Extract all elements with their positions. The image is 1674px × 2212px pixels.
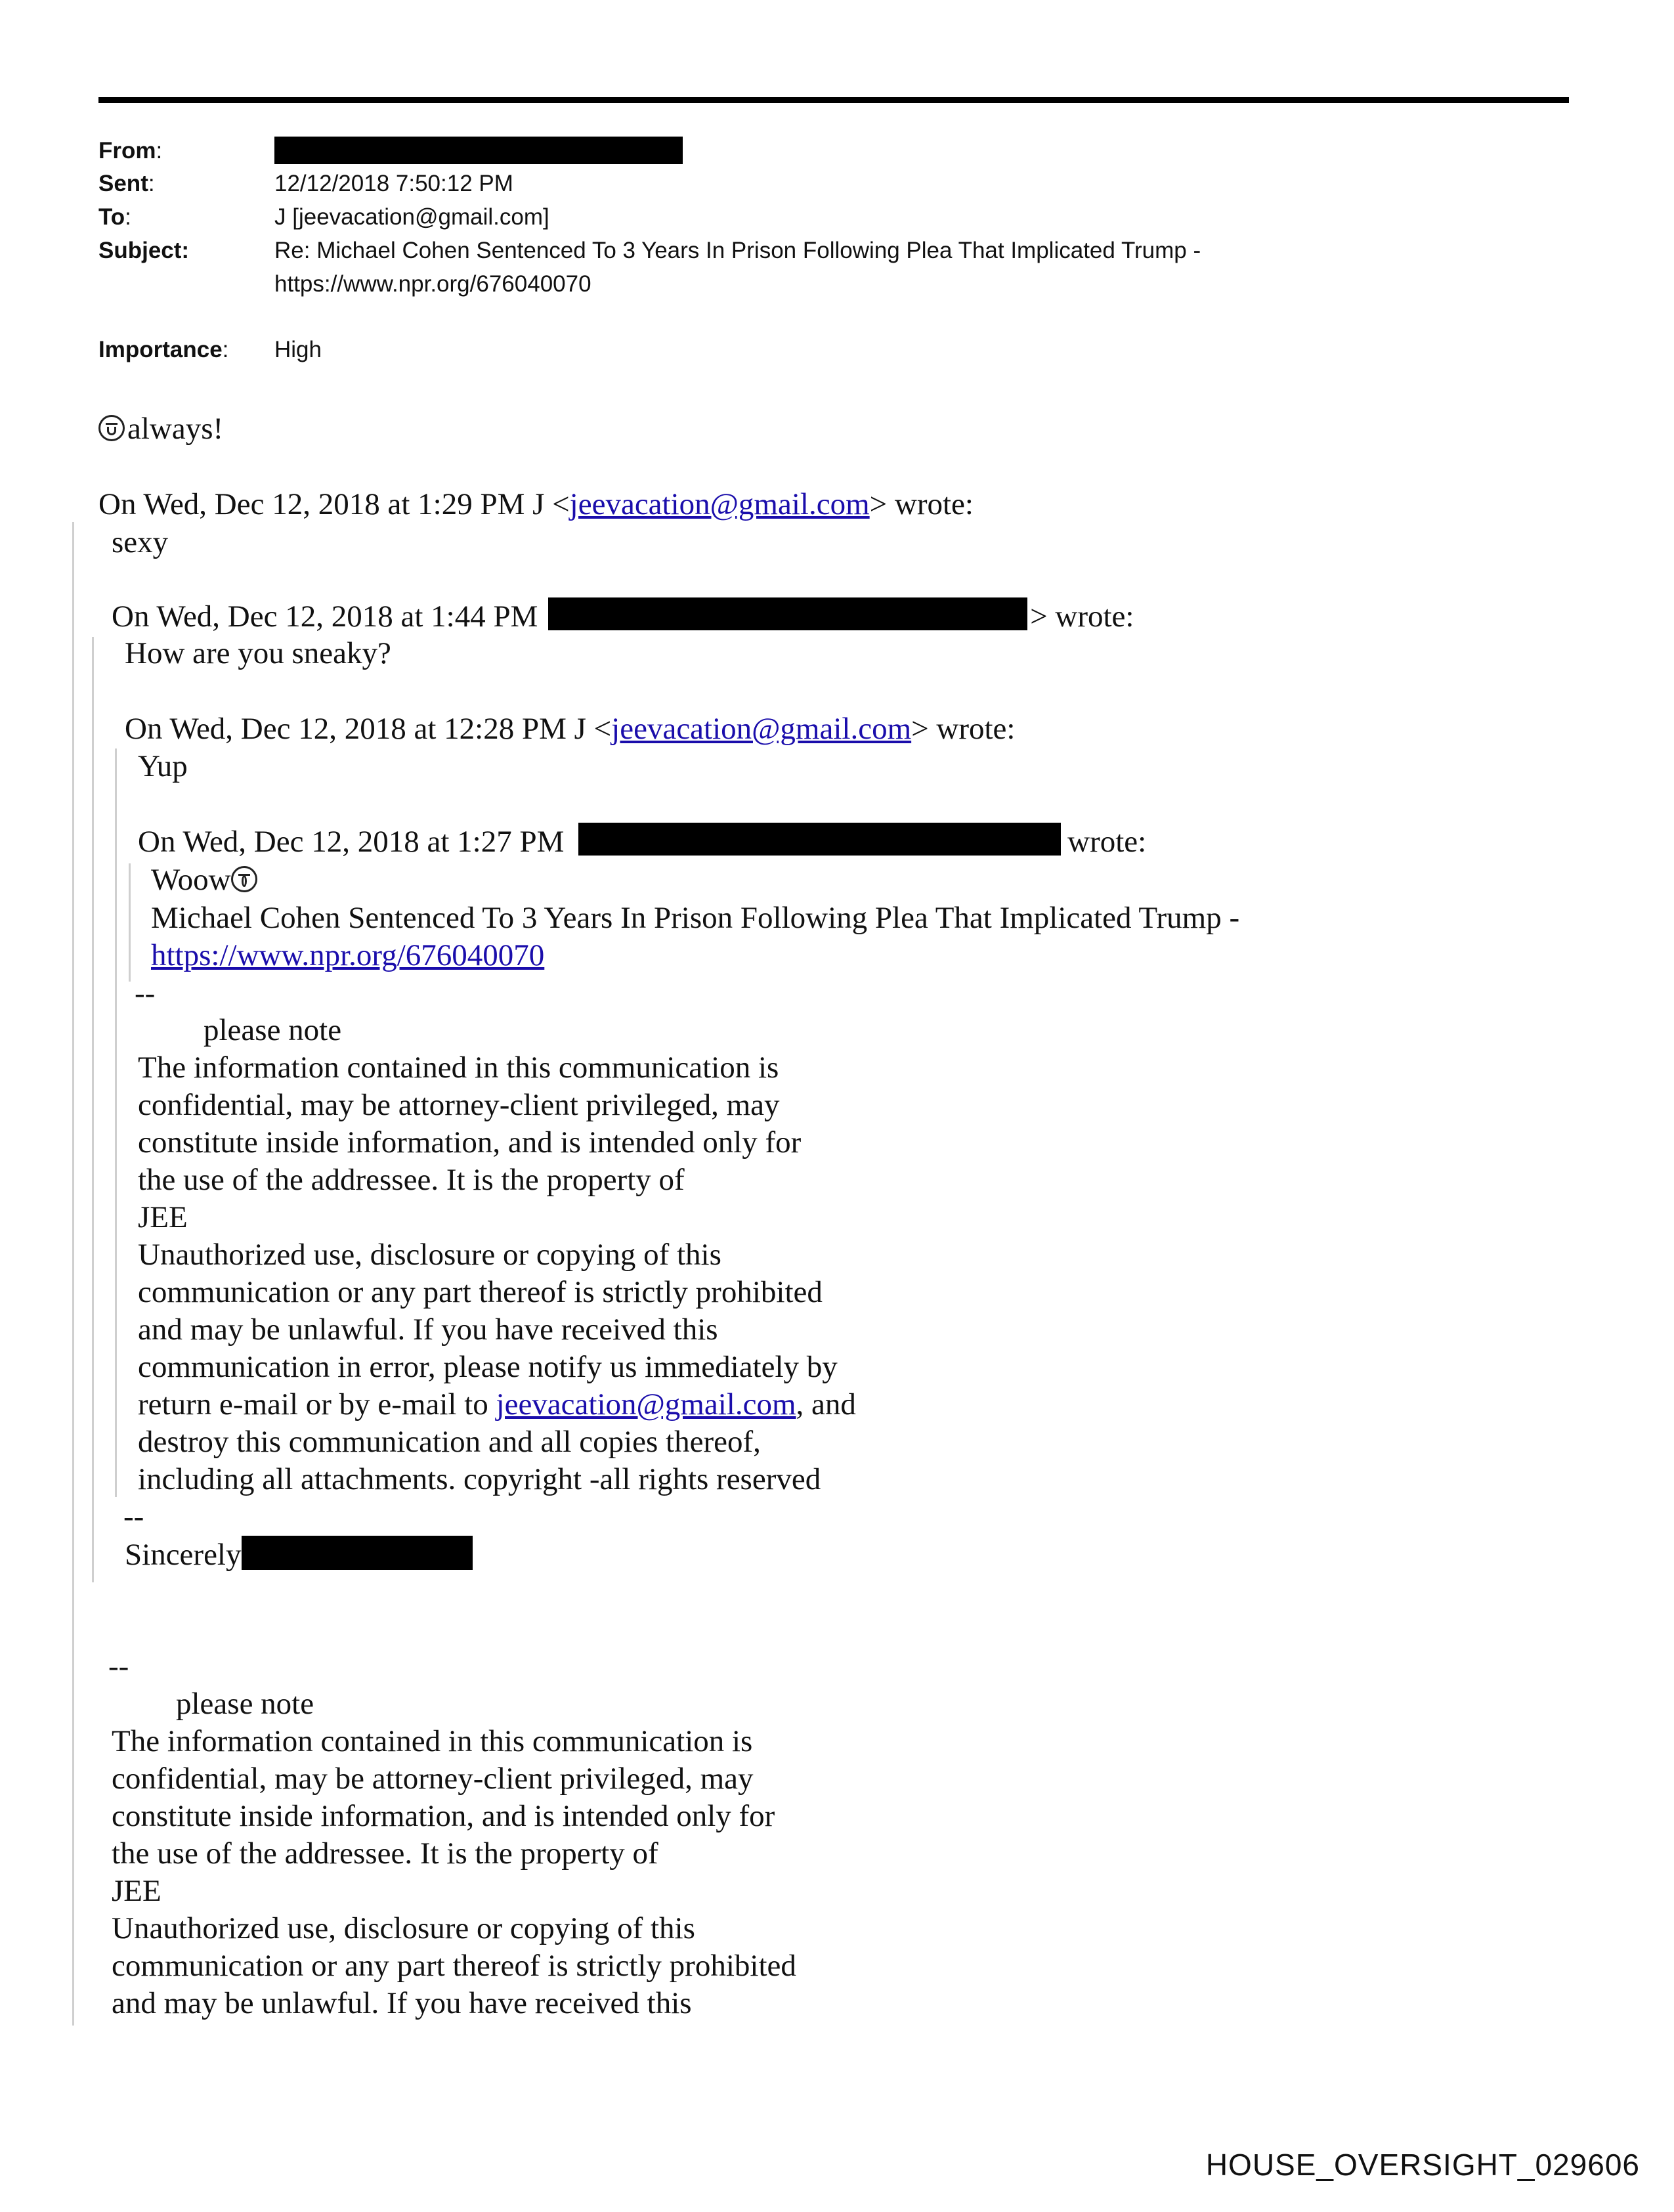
quote-2-dashes: -- (123, 1500, 144, 1534)
subject-line-2: https://www.npr.org/676040070 (274, 271, 591, 297)
outer-disclaimer-line: confidential, may be attorney-client privileged, may (112, 1762, 754, 1796)
inner-disclaimer-line: and may be unlawful. If you have received this (138, 1312, 718, 1347)
outer-signature-dashes: -- (108, 1649, 129, 1683)
importance-label: Importance: (98, 337, 229, 362)
inner-disclaimer-line: constitute inside information, and is intended only for (138, 1125, 802, 1160)
signature-name-redacted (242, 1536, 473, 1570)
inner-disclaimer-line: confidential, may be attorney-client privileged, may (138, 1088, 780, 1122)
quote-4-sender-redacted (578, 823, 1061, 856)
inner-disclaimer-line: including all attachments. copyright -all rights reserved (138, 1462, 821, 1496)
disclaimer-email-link[interactable]: jeevacation@gmail.com (496, 1387, 796, 1421)
subject-line-1: Re: Michael Cohen Sentenced To 3 Years In Prison Following Plea That Implicated Trump - (274, 238, 1201, 263)
quote-3-email-link[interactable]: jeevacation@gmail.com (611, 712, 912, 746)
sincerely-signature: Sincerely (125, 1536, 473, 1574)
inner-disclaimer-line: Unauthorized use, disclosure or copying of this (138, 1238, 721, 1272)
outer-disclaimer-line: the use of the addressee. It is the property of (112, 1836, 658, 1871)
inner-disclaimer-line: the use of the addressee. It is the property of (138, 1163, 685, 1197)
outer-disclaimer-line: Unauthorized use, disclosure or copying of this (112, 1911, 695, 1945)
npr-article-link[interactable]: https://www.npr.org/676040070 (151, 938, 545, 972)
quote-bar-level-1 (72, 522, 74, 2026)
inner-disclaimer-return-line: return e-mail or by e-mail to jeevacation@gmail.com, and (138, 1387, 856, 1421)
quote-4-line-1: Woow (151, 861, 260, 899)
to-label: To: (98, 204, 131, 230)
inner-disclaimer-line: The information contained in this communication is (138, 1051, 779, 1085)
quote-bar-level-4 (129, 863, 131, 982)
quote-1-text: sexy (112, 525, 169, 559)
inner-signature-dashes: -- (135, 976, 156, 1010)
quote-bar-level-3 (115, 748, 117, 1497)
quote-4-header: On Wed, Dec 12, 2018 at 1:27 PM wrote: (138, 823, 1146, 861)
to-value: J [jeevacation@gmail.com] (274, 204, 549, 230)
quote-bar-level-2 (92, 637, 94, 1582)
inner-disclaimer-line: JEE (138, 1200, 188, 1234)
laughing-face-icon (98, 415, 125, 441)
quote-2-header: On Wed, Dec 12, 2018 at 1:44 PM > wrote: (112, 597, 1134, 636)
outer-disclaimer-line: The information contained in this communication is (112, 1724, 753, 1758)
screaming-face-icon (231, 866, 257, 892)
quote-1-header: On Wed, Dec 12, 2018 at 1:29 PM J <jeevacation@gmail.com> wrote: (98, 487, 974, 521)
top-rule (98, 97, 1569, 103)
email-header (98, 135, 1411, 371)
inner-disclaimer-line: communication in error, please notify us immediately by (138, 1350, 838, 1384)
subject-label: Subject: (98, 238, 190, 263)
outer-please-note: please note (176, 1687, 314, 1721)
from-label: From: (98, 138, 163, 163)
inner-please-note: please note (204, 1013, 342, 1047)
quote-4-link-line (151, 937, 544, 974)
quote-2-sender-redacted (548, 597, 1027, 630)
outer-disclaimer-line: and may be unlawful. If you have received this (112, 1986, 692, 2020)
outer-disclaimer-line: JEE (112, 1874, 161, 1908)
outer-disclaimer-line: communication or any part thereof is strictly prohibited (112, 1949, 796, 1983)
outer-disclaimer-line: constitute inside information, and is intended only for (112, 1799, 775, 1833)
quote-3-header: On Wed, Dec 12, 2018 at 12:28 PM J <jeevacation@gmail.com> wrote: (125, 712, 1016, 746)
importance-value: High (274, 337, 322, 362)
sent-label: Sent: (98, 171, 155, 196)
reply-text: always! (98, 410, 223, 448)
sent-value: 12/12/2018 7:50:12 PM (274, 171, 513, 196)
quote-1-email-link[interactable]: jeevacation@gmail.com (569, 487, 870, 521)
bates-number: HOUSE_OVERSIGHT_029606 (1205, 2148, 1640, 2182)
quote-3-text: Yup (138, 749, 188, 783)
quote-4-line-2: Michael Cohen Sentenced To 3 Years In Prison Following Plea That Implicated Trump - (151, 901, 1240, 935)
quote-2-text: How are you sneaky? (125, 636, 391, 670)
inner-disclaimer-line: communication or any part thereof is strictly prohibited (138, 1275, 823, 1309)
inner-disclaimer-line: destroy this communication and all copies thereof, (138, 1425, 761, 1459)
